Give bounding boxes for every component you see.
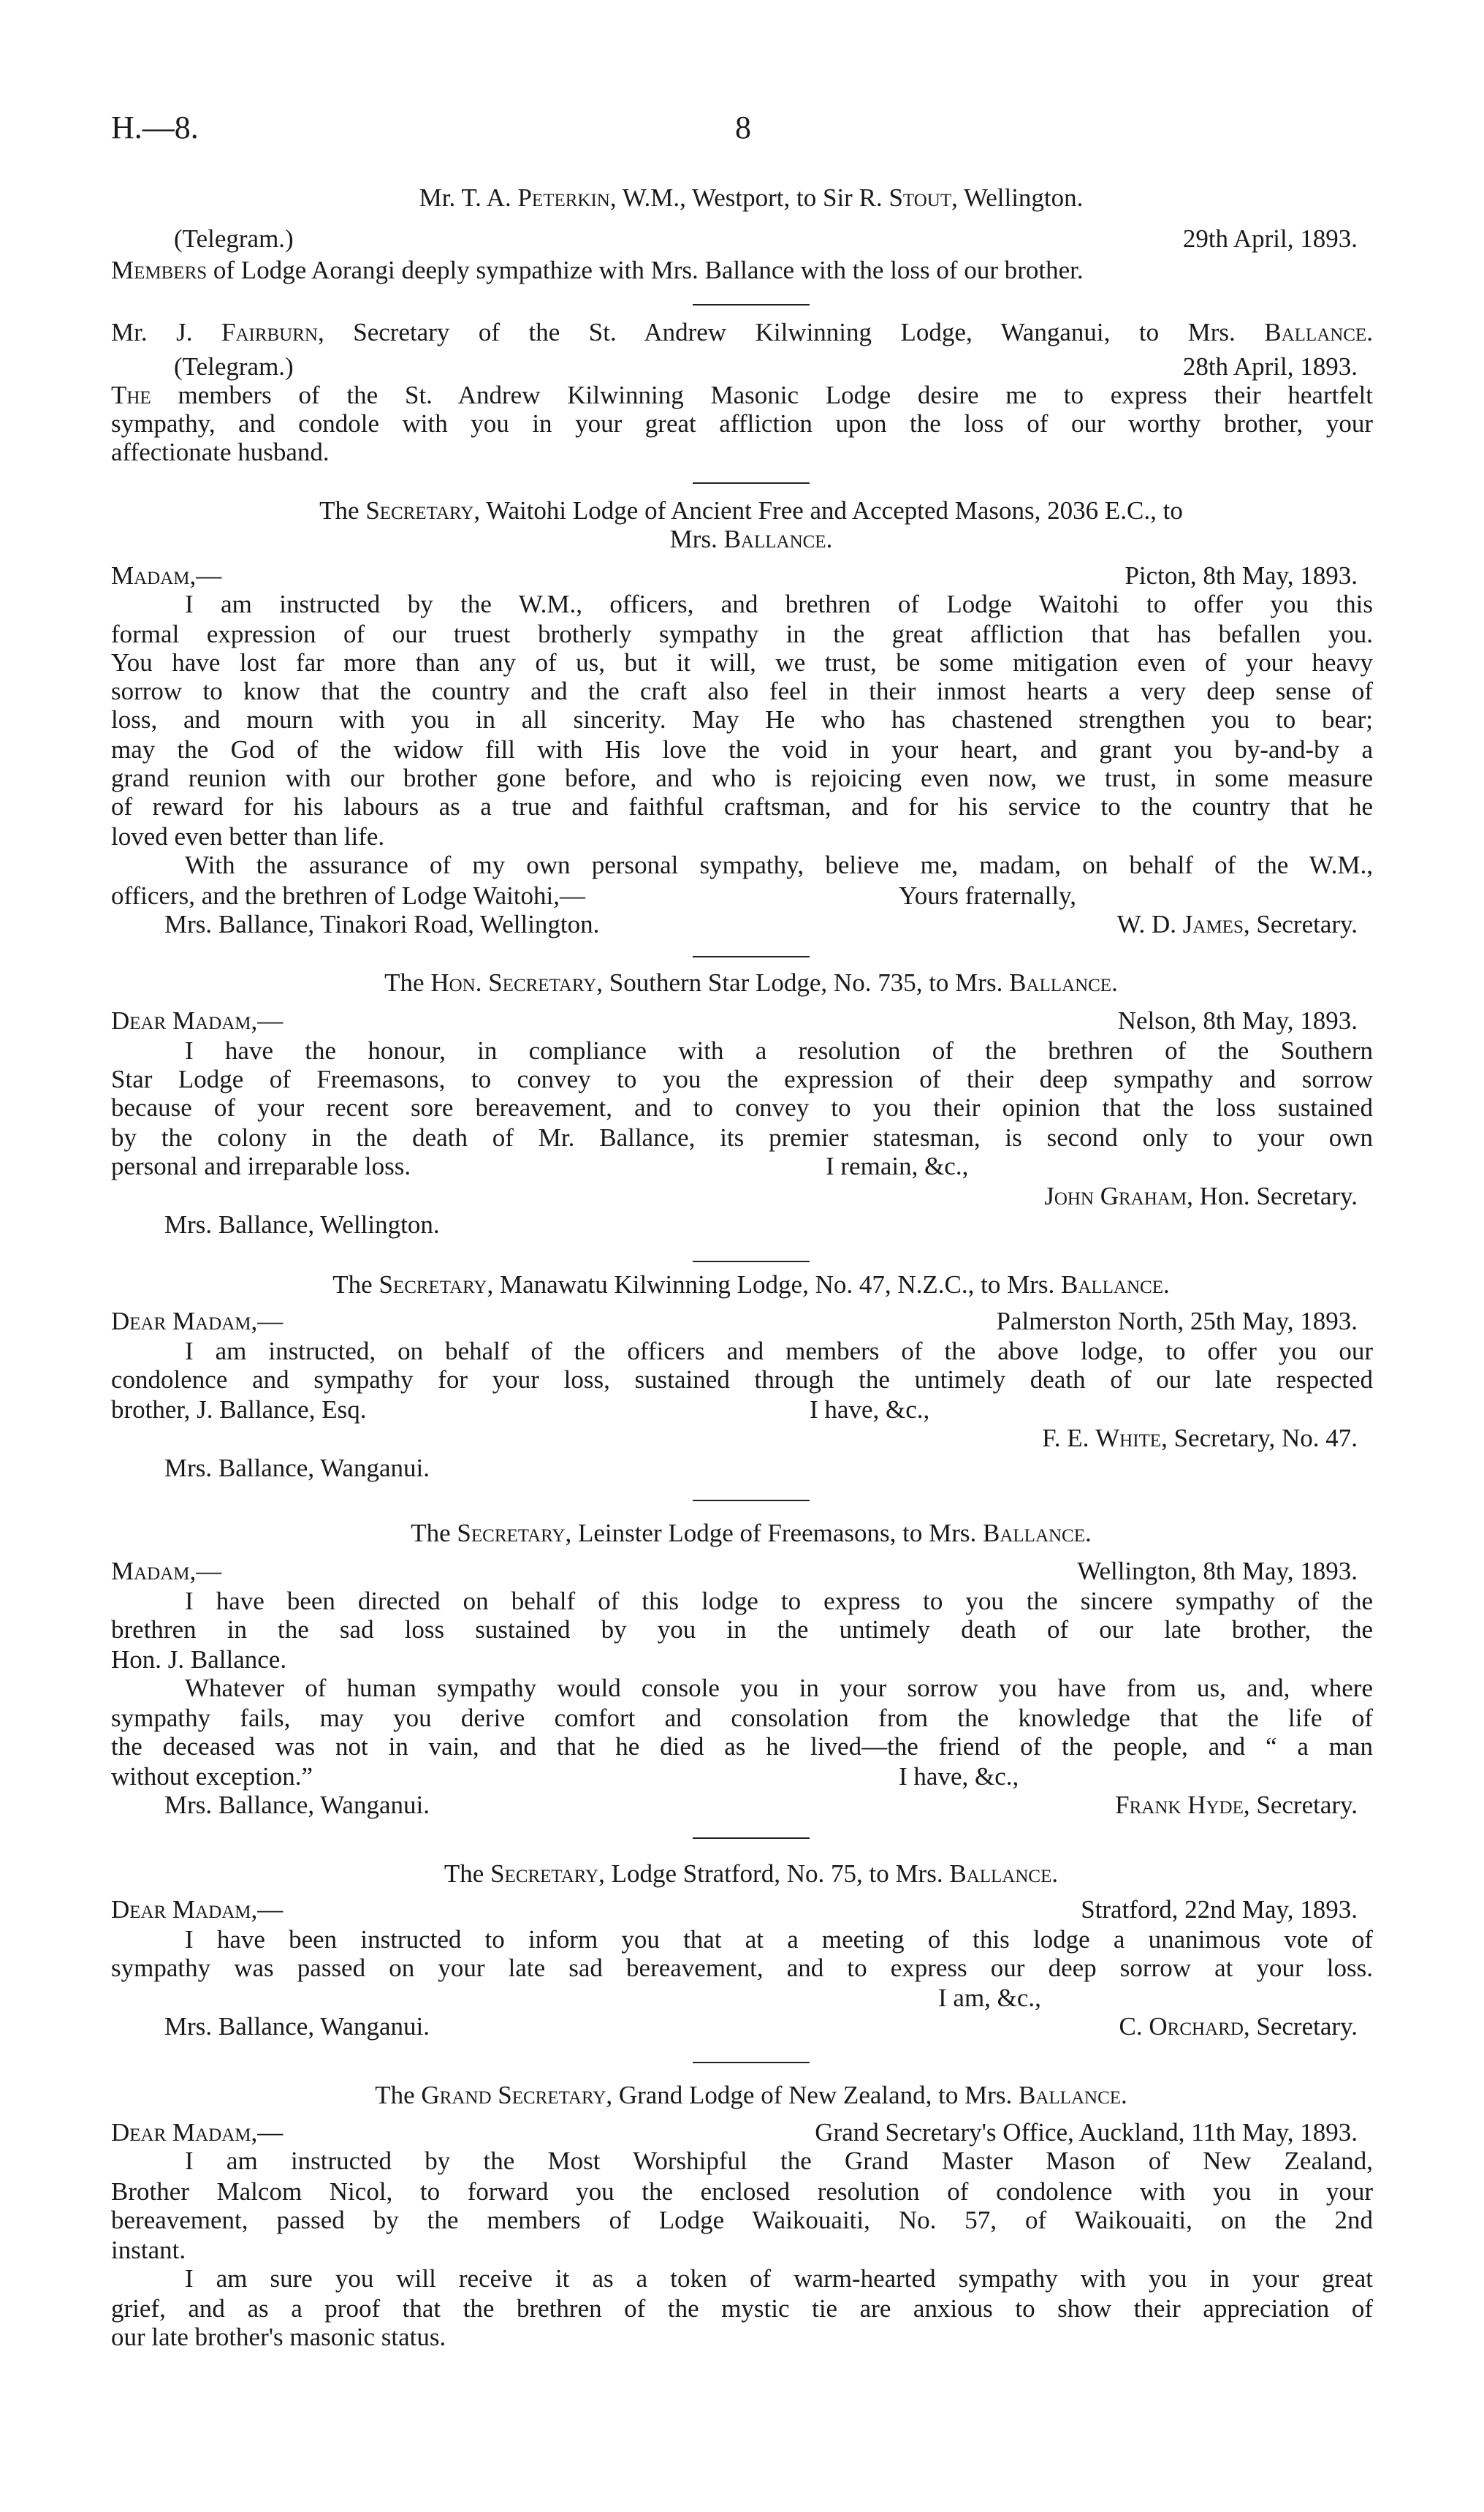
salutation — [111, 1307, 283, 1336]
text-run: Mrs. — [669, 525, 724, 553]
text-run: The — [411, 1519, 457, 1547]
small-caps-run: Ballance — [1009, 968, 1112, 997]
text-run: , Hon. Secretary. — [1187, 1182, 1358, 1210]
body-line: I am sure you will receive it as a token of warm-hearted sympathy with you in your great — [185, 2264, 1373, 2293]
signature — [1044, 1182, 1358, 1211]
salutation — [111, 2118, 283, 2147]
text-run: The — [332, 1270, 379, 1299]
salutation — [111, 1895, 283, 1924]
small-caps-run: Orchard — [1149, 2012, 1244, 2041]
body-line: formal expression of our truest brotherly sympathy in the great affliction that has befallen you. — [111, 620, 1373, 648]
small-caps-run: The — [111, 381, 151, 409]
body-line: sorrow to know that the country and the craft also feel in their inmost hearts a very deep sense of — [111, 677, 1373, 705]
text-run: Mr. T. A. — [419, 183, 518, 212]
letter-title — [111, 1270, 1391, 1299]
small-caps-run: Dear Madam — [111, 1895, 251, 1924]
letter-title — [111, 318, 1373, 347]
small-caps-run: Madam — [111, 1557, 190, 1585]
text-run: W. D. — [1116, 910, 1183, 938]
text-run: The — [319, 496, 366, 525]
text-run: F. E. — [1042, 1424, 1096, 1452]
body-line: I have been instructed to inform you that at a meeting of this lodge a unanimous vote of — [185, 1925, 1373, 1954]
text-run: members of the St. Andrew Kilwinning Masonic Lodge desire me to express their heartfelt — [151, 381, 1373, 409]
text-run: The — [384, 968, 431, 997]
small-caps-run: Madam — [111, 561, 190, 590]
text-run: Mr. J. — [111, 318, 221, 346]
text-run: ,— — [251, 2118, 284, 2147]
small-caps-run: Stout — [889, 183, 952, 212]
text-run: , W.M., Westport, to Sir R. — [609, 183, 889, 212]
section-divider — [693, 482, 810, 484]
body-line: I have the honour, in compliance with a resolution of the brethren of the Southern — [185, 1036, 1373, 1065]
body-line: by the colony in the death of Mr. Ballance, its premier statesman, is second only to your own — [111, 1123, 1373, 1152]
small-caps-run: Fairburn — [221, 318, 318, 346]
small-caps-run: Frank Hyde — [1115, 1791, 1244, 1819]
small-caps-run: Dear Madam — [111, 1307, 251, 1335]
body-line: sympathy, and condole with you in your great affliction upon the loss of our worthy brother, your — [111, 409, 1373, 438]
letter-date: Grand Secretary's Office, Auckland, 11th May, 1893. — [815, 2118, 1358, 2147]
body-line — [111, 381, 1373, 410]
page-number: 8 — [735, 110, 751, 145]
text-run: ,— — [189, 1557, 222, 1585]
small-caps-run: Grand Secretary — [421, 2081, 606, 2109]
text-run: The — [444, 1859, 491, 1888]
body-line: of reward for his labours as a true and faithful craftsman, and for his service to the country that he — [111, 792, 1373, 821]
body-line: officers, and the brethren of Lodge Waitohi,— — [111, 881, 586, 910]
text-run: . — [1121, 2081, 1127, 2109]
small-caps-run: Dear Madam — [111, 2118, 251, 2147]
closing: I have, &c., — [899, 1762, 1019, 1791]
addressee: Mrs. Ballance, Tinakori Road, Wellington. — [164, 910, 600, 938]
body-line: With the assurance of my own personal sympathy, believe me, madam, on behalf of the W.M., — [185, 851, 1373, 879]
small-caps-run: White — [1095, 1424, 1162, 1452]
body-line: You have lost far more than any of us, but it will, we trust, be some mitigation even of your heavy — [111, 648, 1373, 677]
body-line: grief, and as a proof that the brethren of the mystic tie are anxious to show their appreciation of — [111, 2294, 1373, 2323]
small-caps-run: Members — [111, 256, 208, 284]
letter-date: Stratford, 22nd May, 1893. — [1081, 1895, 1358, 1924]
body-line: affectionate husband. — [111, 438, 330, 466]
body-line: the deceased was not in vain, and that he died as he lived—the friend of the people, and “ a man — [111, 1732, 1373, 1761]
section-divider — [693, 956, 810, 957]
closing: I am, &c., — [938, 1984, 1041, 2012]
letter-title — [111, 525, 1391, 554]
text-run: of Lodge Aorangi deeply sympathize with Mrs. Ballance with the loss of our brother. — [207, 256, 1084, 284]
small-caps-run: Ballance — [723, 525, 826, 553]
letter-date: 29th April, 1893. — [1182, 224, 1358, 253]
text-run: , Lodge Stratford, No. 75, to Mrs. — [598, 1859, 950, 1888]
body-line: our late brother's masonic status. — [111, 2323, 446, 2351]
text-run: , Secretary of the St. Andrew Kilwinning Lodge, Wanganui, to Mrs. — [317, 318, 1265, 346]
body-line: Brother Malcom Nicol, to forward you the enclosed resolution of condolence with you in your — [111, 2177, 1373, 2206]
section-divider — [693, 1837, 810, 1839]
section-divider — [693, 2062, 810, 2063]
small-caps-run: Peterkin — [517, 183, 610, 212]
text-run: , Secretary. — [1243, 910, 1358, 938]
salutation — [111, 1006, 283, 1036]
salutation — [111, 561, 221, 591]
small-caps-run: John Graham — [1044, 1182, 1187, 1210]
small-caps-run: Secretary — [457, 1519, 566, 1547]
body-line: brother, J. Ballance, Esq. — [111, 1395, 367, 1424]
addressee: Mrs. Ballance, Wanganui. — [164, 1791, 430, 1819]
letter-title — [111, 183, 1391, 213]
closing: I remain, &c., — [826, 1152, 969, 1180]
signature — [1117, 910, 1358, 939]
body-line: loved even better than life. — [111, 822, 385, 851]
text-run: , Grand Lodge of New Zealand, to Mrs. — [606, 2081, 1019, 2109]
body-line: Whatever of human sympathy would console you in your sorrow you have from us, and, where — [185, 1674, 1373, 1702]
text-run: . — [1085, 1519, 1092, 1547]
text-run: , Southern Star Lodge, No. 735, to Mrs. — [596, 968, 1010, 997]
body-line: bereavement, passed by the members of Lodge Waikouaiti, No. 57, of Waikouaiti, on the 2nd — [111, 2206, 1373, 2234]
body-line: personal and irreparable loss. — [111, 1152, 411, 1180]
text-run: The — [375, 2081, 422, 2109]
small-caps-run: James — [1182, 910, 1244, 938]
body-line: Star Lodge of Freemasons, to convey to you the expression of their deep sympathy and sorrow — [111, 1065, 1373, 1093]
small-caps-run: Secretary — [378, 1270, 487, 1299]
section-divider — [693, 304, 810, 306]
text-run: , Manawatu Kilwinning Lodge, No. 47, N.Z.C., to Mrs. — [487, 1270, 1061, 1299]
telegram-label: (Telegram.) — [174, 352, 294, 381]
body-line: instant. — [111, 2236, 186, 2264]
body-line: grand reunion with our brother gone before, and who is rejoicing even now, we trust, in some measure — [111, 764, 1373, 792]
letter-date: Nelson, 8th May, 1893. — [1117, 1006, 1358, 1035]
signature — [1119, 2012, 1358, 2041]
document-reference: H.—8. — [111, 110, 199, 145]
text-run: . — [826, 525, 833, 553]
body-line: I am instructed, on behalf of the officers and members of the above lodge, to offer you our — [185, 1337, 1373, 1365]
body-line: because of your recent sore bereavement, and to convey to you their opinion that the loss sustained — [111, 1093, 1373, 1122]
addressee: Mrs. Ballance, Wanganui. — [164, 1454, 430, 1482]
text-run: ,— — [251, 1895, 284, 1924]
letter-date: Picton, 8th May, 1893. — [1125, 561, 1358, 590]
body-line: condolence and sympathy for your loss, sustained through the untimely death of our late respected — [111, 1365, 1373, 1394]
body-line: Hon. J. Ballance. — [111, 1645, 287, 1674]
text-run: , Secretary. — [1243, 1791, 1358, 1819]
letter-date: 28th April, 1893. — [1182, 352, 1358, 381]
text-run: ,— — [251, 1307, 284, 1335]
body-line — [111, 256, 1373, 285]
small-caps-run: Secretary — [490, 1859, 599, 1888]
closing: Yours fraternally, — [899, 881, 1077, 910]
body-line: I am instructed by the Most Worshipful the Grand Master Mason of New Zealand, — [185, 2147, 1373, 2175]
text-run: ,— — [189, 561, 222, 590]
letter-date: Palmerston North, 25th May, 1893. — [996, 1307, 1358, 1335]
letter-title — [111, 496, 1391, 525]
signature — [1115, 1791, 1358, 1820]
body-line: without exception.” — [111, 1762, 313, 1791]
text-run: , Waitohi Lodge of Ancient Free and Accepted Masons, 2036 E.C., to — [473, 496, 1183, 525]
letter-title — [111, 968, 1391, 998]
small-caps-run: Dear Madam — [111, 1006, 251, 1035]
letter-title — [111, 1519, 1391, 1548]
small-caps-run: Ballance — [949, 1859, 1052, 1888]
text-run: , Secretary, No. 47. — [1161, 1424, 1358, 1452]
addressee: Mrs. Ballance, Wellington. — [164, 1210, 440, 1239]
small-caps-run: Hon. Secretary — [430, 968, 597, 997]
closing: I have, &c., — [810, 1395, 930, 1424]
small-caps-run: Secretary — [365, 496, 474, 525]
text-run: . — [1163, 1270, 1170, 1299]
small-caps-run: Ballance — [1019, 2081, 1122, 2109]
small-caps-run: Ballance — [1060, 1270, 1163, 1299]
text-run: . — [1111, 968, 1118, 997]
body-line: brethren in the sad loss sustained by you in the untimely death of our late brother, the — [111, 1615, 1373, 1644]
telegram-label: (Telegram.) — [174, 224, 294, 253]
body-line: loss, and mourn with you in all sincerity. May He who has chastened strengthen you to bear; — [111, 705, 1373, 734]
body-line: I have been directed on behalf of this lodge to express to you the sincere sympathy of the — [185, 1587, 1373, 1615]
letter-title — [111, 1859, 1391, 1889]
body-line: sympathy was passed on your late sad bereavement, and to express our deep sorrow at your loss. — [111, 1954, 1373, 1982]
letter-title — [111, 2081, 1391, 2110]
text-run: . — [1051, 1859, 1059, 1888]
salutation — [111, 1557, 221, 1586]
text-run: , Wellington. — [951, 183, 1084, 212]
text-run: ,— — [251, 1006, 284, 1035]
text-run: C. — [1119, 2012, 1149, 2041]
text-run: . — [1366, 318, 1373, 346]
body-line: I am instructed by the W.M., officers, and brethren of Lodge Waitohi to offer you this — [185, 590, 1373, 618]
body-line: may the God of the widow fill with His love the void in your heart, and grant you by-and-by a — [111, 735, 1373, 764]
section-divider — [693, 1261, 810, 1262]
small-caps-run: Ballance — [983, 1519, 1085, 1547]
letter-date: Wellington, 8th May, 1893. — [1077, 1557, 1358, 1585]
addressee: Mrs. Ballance, Wanganui. — [164, 2012, 430, 2041]
text-run: , Secretary. — [1243, 2012, 1358, 2041]
text-run: , Leinster Lodge of Freemasons, to Mrs. — [565, 1519, 983, 1547]
body-line: sympathy fails, may you derive comfort and consolation from the knowledge that the life of — [111, 1704, 1373, 1732]
signature — [1042, 1424, 1358, 1453]
small-caps-run: Ballance — [1264, 318, 1367, 346]
section-divider — [693, 1500, 810, 1501]
